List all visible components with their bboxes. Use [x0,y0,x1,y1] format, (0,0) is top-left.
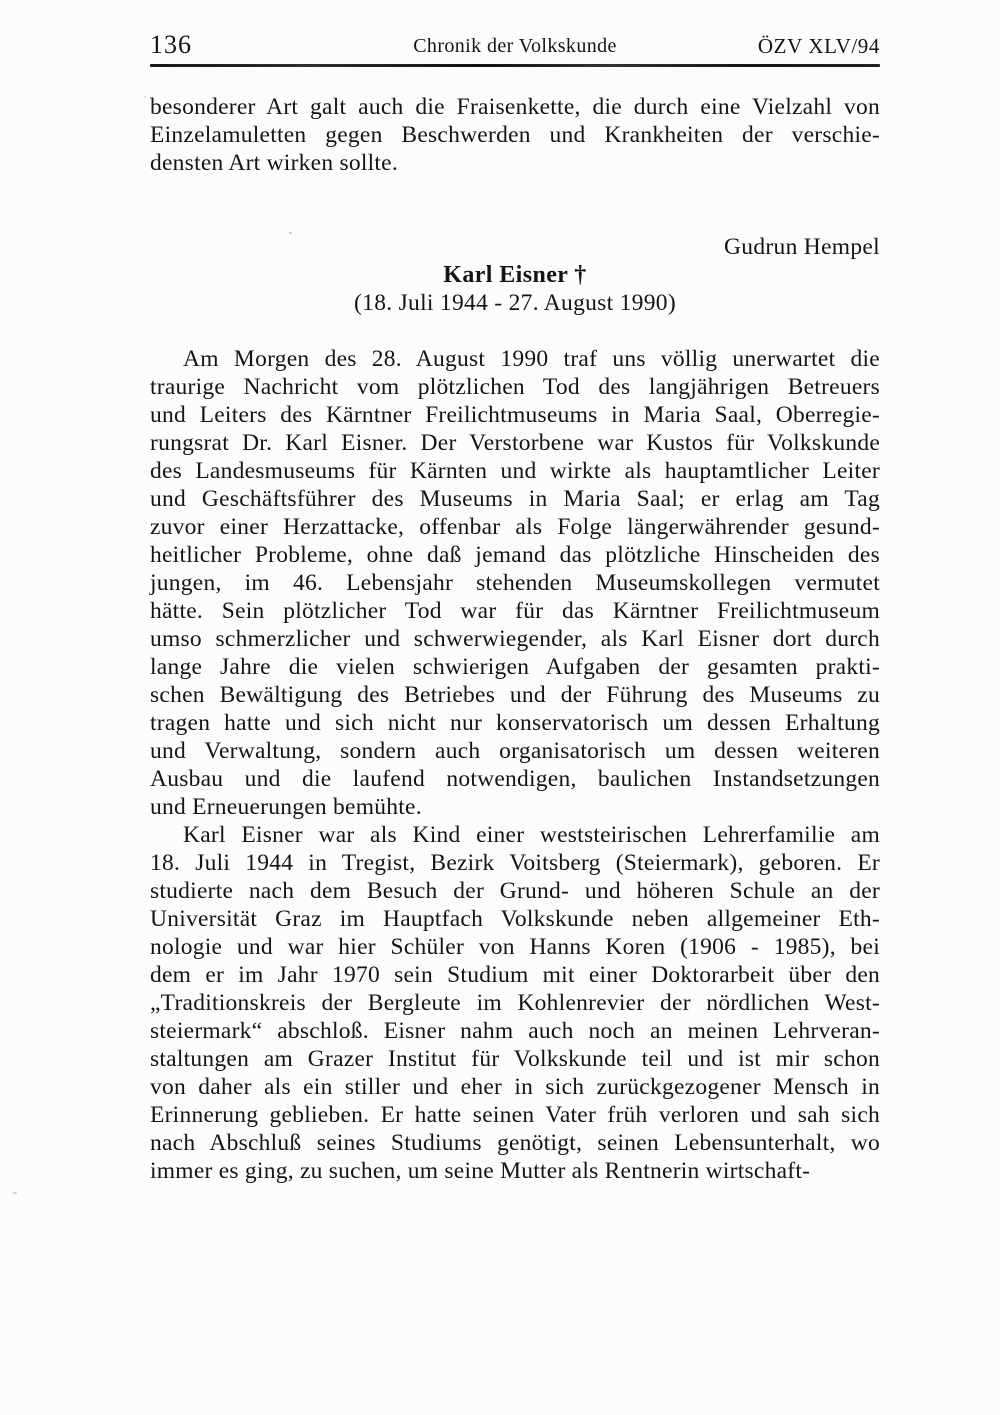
text-line: immer es ging, zu suchen, um seine Mutter als Rentnerin wirtschaft- [150,1158,811,1184]
text-line: Universität Graz im Hauptfach Volkskunde neben allgemeiner Eth- [150,906,880,932]
text-line: Erinnerung geblieben. Er hatte seinen Vater früh verloren und sah sich [150,1102,880,1128]
text-line: Ausbau und die laufend notwendigen, baulichen Instandsetzungen [150,766,880,792]
intro-paragraph [150,93,880,177]
text-line: Karl Eisner war als Kind einer weststeirischen Lehrerfamilie am [183,822,880,848]
obituary-title: Karl Eisner † [443,262,587,288]
text-line: Am Morgen des 28. August 1990 traf uns völlig unerwartet die [183,346,880,372]
scan-speck [144,96,146,98]
text-line: des Landesmuseums für Kärnten und wirkte als hauptamtlicher Leiter [150,458,880,484]
running-title: Chronik der Volkskunde [413,35,617,57]
text-line: densten Art wirken sollte. [150,150,398,176]
text-line: hätte. Sein plötzlicher Tod war für das Kärntner Freilichtmuseum [150,598,880,624]
text-line: nologie und war hier Schüler von Hanns Koren (1906 - 1985), bei [150,934,880,960]
text-line: traurige Nachricht vom plötzlichen Tod des langjährigen Betreuers [150,374,880,400]
header-rule [150,64,880,67]
text-line: 18. Juli 1944 in Tregist, Bezirk Voitsberg (Steiermark), geboren. Er [150,850,880,876]
page-header [150,0,880,58]
scan-speck [13,1192,17,1194]
text-line: und Verwaltung, sondern auch organisatorisch um dessen weiteren [150,738,880,764]
obituary-paragraph-2 [150,821,880,1185]
text-line: heitlicher Probleme, ohne daß jemand das plötzliche Hinscheiden des [150,542,880,568]
text-line: „Traditionskreis der Bergleute im Kohlenrevier der nördlichen West- [150,990,880,1016]
text-line: tragen hatte und sich nicht nur konservatorisch um dessen Erhaltung [150,710,880,736]
text-line: zuvor einer Herzattacke, offenbar als Folge längerwährender gesund- [150,514,880,540]
text-line: staltungen am Grazer Institut für Volkskunde teil und ist mir schon [150,1046,880,1072]
text-line: nach Abschluß seines Studiums genötigt, seinen Lebensunterhalt, wo [150,1130,880,1156]
text-line: dem er im Jahr 1970 sein Studium mit einer Doktorarbeit über den [150,962,880,988]
text-line: schen Bewältigung des Betriebes und der Führung des Museums zu [150,682,880,708]
page-number: 136 [150,30,192,59]
obituary-dates: (18. Juli 1944 - 27. August 1990) [354,290,676,316]
text-line: und Leiters des Kärntner Freilichtmuseums in Maria Saal, Oberregie- [150,402,880,428]
scan-speck [289,232,292,234]
text-line: jungen, im 46. Lebensjahr stehenden Museumskollegen vermutet [150,570,880,596]
text-line: steiermark“ abschloß. Eisner nahm auch noch an meinen Lehrveran- [150,1018,880,1044]
text-line: lange Jahre die vielen schwierigen Aufgaben der gesamten prakti- [150,654,880,680]
text-line: rungsrat Dr. Karl Eisner. Der Verstorbene war Kustos für Volkskunde [150,430,880,456]
obituary-paragraph-1 [150,345,880,821]
text-line: und Geschäftsführer des Museums in Maria Saal; er erlag am Tag [150,486,880,512]
text-line: umso schmerzlicher und schwerwiegender, als Karl Eisner dort durch [150,626,880,652]
text-line: besonderer Art galt auch die Fraisenkette, die durch eine Vielzahl von [150,94,880,120]
journal-reference: ÖZV XLV/94 [757,34,880,58]
text-line: Einzelamuletten gegen Beschwerden und Krankheiten der verschie- [150,122,880,148]
text-line: von daher als ein stiller und eher in sich zurückgezogener Mensch in [150,1074,880,1100]
text-line: studierte nach dem Besuch der Grund- und höheren Schule an der [150,878,880,904]
author-byline: Gudrun Hempel [724,234,880,260]
text-line: und Erneuerungen bemühte. [150,794,422,820]
text-column [150,0,880,1185]
